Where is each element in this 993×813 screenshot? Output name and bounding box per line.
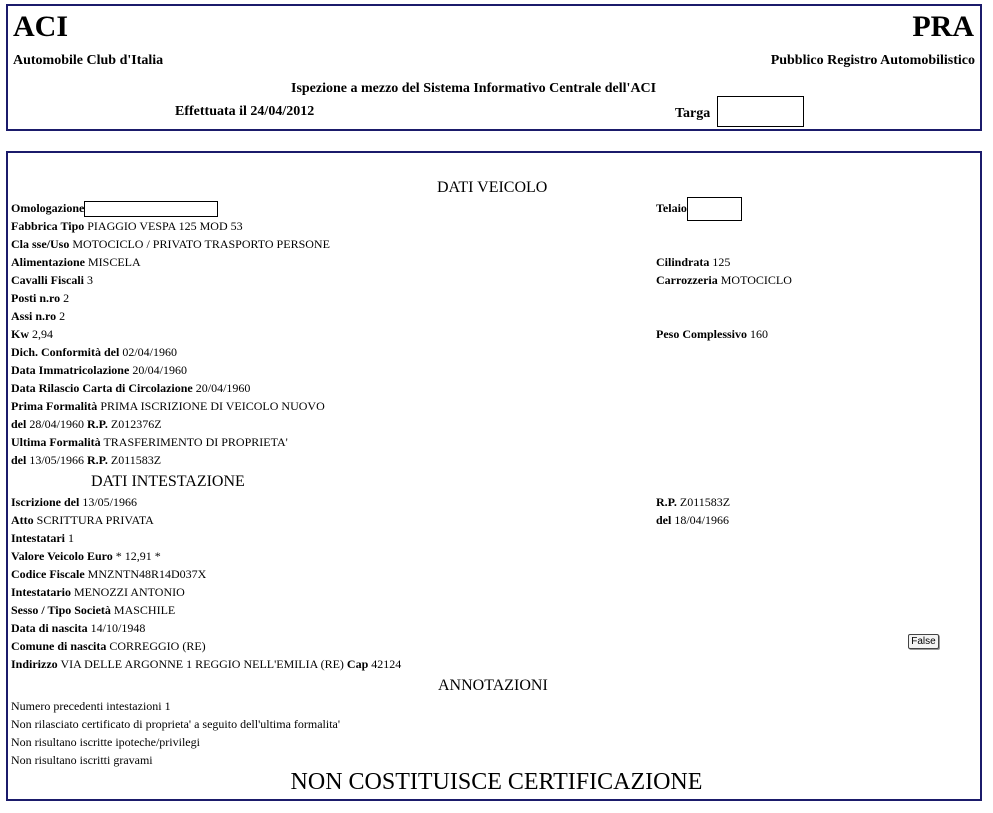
codice-fiscale-label: Codice Fiscale	[11, 567, 85, 581]
prima-formalita-label: Prima Formalità	[11, 399, 98, 413]
cavalli-row	[11, 273, 93, 288]
cilindrata-label: Cilindrata	[656, 255, 710, 269]
owner-section-title: DATI INTESTAZIONE	[91, 473, 245, 490]
assi-label: Assi n.ro	[11, 309, 57, 323]
omologazione-row	[11, 201, 218, 217]
conformita-label: Dich. Conformità del	[11, 345, 120, 359]
codice-fiscale-value: MNZNTN48R14D037X	[87, 567, 207, 581]
carrozzeria-label: Carrozzeria	[656, 273, 718, 287]
intestatario-label: Intestatario	[11, 585, 71, 599]
carrozzeria-row	[656, 273, 792, 288]
false-button[interactable]: False	[908, 634, 939, 649]
conformita-value: 02/04/1960	[122, 345, 177, 359]
cavalli-label: Cavalli Fiscali	[11, 273, 84, 287]
fabbrica-value: PIAGGIO VESPA 125 MOD 53	[87, 219, 243, 233]
ultima-formalita-value: TRASFERIMENTO DI PROPRIETA'	[103, 435, 288, 449]
targa-field[interactable]	[717, 96, 804, 127]
inspection-date: Effettuata il 24/04/2012	[175, 104, 315, 119]
sesso-row	[11, 603, 175, 618]
ultima-rp-value: Z011583Z	[110, 453, 162, 467]
alimentazione-value: MISCELA	[88, 255, 141, 269]
owner-rp-value: Z011583Z	[679, 495, 731, 509]
comune-nascita-value: CORREGGIO (RE)	[109, 639, 206, 653]
prima-formalita-row	[11, 399, 325, 414]
ultima-formalita-label: Ultima Formalità	[11, 435, 101, 449]
assi-row	[11, 309, 65, 324]
cilindrata-row	[656, 255, 730, 270]
iscrizione-label: Iscrizione del	[11, 495, 80, 509]
posti-label: Posti n.ro	[11, 291, 61, 305]
vehicle-section-title: DATI VEICOLO	[437, 179, 548, 196]
kw-row	[11, 327, 53, 342]
prima-del-value: 28/04/1960	[29, 417, 85, 431]
footer-disclaimer: NON COSTITUISCE CERTIFICAZIONE	[290, 769, 703, 795]
cilindrata-value: 125	[712, 255, 731, 269]
iscrizione-value: 13/05/1966	[82, 495, 137, 509]
classe-label: Cla sse/Uso	[11, 237, 70, 251]
carrozzeria-value: MOTOCICLO	[720, 273, 792, 287]
comune-nascita-label: Comune di nascita	[11, 639, 107, 653]
annotations-section-title: ANNOTAZIONI	[438, 677, 548, 694]
posti-value: 2	[63, 291, 70, 305]
kw-value: 2,94	[32, 327, 53, 341]
omologazione-label: Omologazione	[11, 201, 85, 215]
aci-title: ACI	[13, 10, 69, 43]
intestatari-value: 1	[68, 531, 74, 545]
prima-rp-value: Z012376Z	[110, 417, 162, 431]
ultima-formalita-row	[11, 435, 288, 450]
telaio-field[interactable]	[687, 197, 742, 221]
rilascio-row	[11, 381, 250, 396]
fabbrica-label: Fabbrica Tipo	[11, 219, 85, 233]
iscrizione-row	[11, 495, 137, 510]
data-nascita-label: Data di nascita	[11, 621, 88, 635]
prima-del-row	[11, 417, 162, 432]
annotation-line: Non rilasciato certificato di proprieta' a seguito dell'ultima formalita'	[11, 717, 341, 731]
intestatario-value: MENOZZI ANTONIO	[74, 585, 185, 599]
cavalli-value: 3	[87, 273, 93, 287]
valore-label: Valore Veicolo Euro	[11, 549, 113, 563]
indirizzo-label: Indirizzo	[11, 657, 58, 671]
annotation-line: Non risultano iscritte ipoteche/privilegi	[11, 735, 200, 749]
atto-row	[11, 513, 154, 528]
telaio-label: Telaio	[656, 200, 687, 215]
owner-rp-row	[656, 495, 730, 510]
telaio-row	[656, 197, 742, 221]
ultima-rp-label: R.P.	[87, 453, 108, 467]
aci-subtitle: Automobile Club d'Italia	[13, 53, 164, 68]
peso-row	[656, 327, 768, 342]
atto-label: Atto	[11, 513, 34, 527]
sesso-label: Sesso / Tipo Società	[11, 603, 111, 617]
owner-del-row	[656, 513, 729, 528]
cap-value: 42124	[371, 657, 402, 671]
intestatari-row	[11, 531, 74, 546]
peso-label: Peso Complessivo	[656, 327, 747, 341]
alimentazione-row	[11, 255, 141, 270]
comune-nascita-row	[11, 639, 206, 654]
atto-value: SCRITTURA PRIVATA	[36, 513, 154, 527]
classe-value: MOTOCICLO / PRIVATO TRASPORTO PERSONE	[72, 237, 330, 251]
data-nascita-value: 14/10/1948	[90, 621, 146, 635]
owner-del-label: del	[656, 513, 672, 527]
rilascio-label: Data Rilascio Carta di Circolazione	[11, 381, 193, 395]
posti-row	[11, 291, 69, 306]
classe-row	[11, 237, 330, 252]
annotation-line: Non risultano iscritti gravami	[11, 753, 153, 767]
prima-rp-label: R.P.	[87, 417, 108, 431]
prima-del-label: del	[11, 417, 27, 431]
inspection-text: Ispezione a mezzo del Sistema Informativo Centrale dell'ACI	[291, 81, 657, 96]
indirizzo-row	[11, 657, 401, 672]
conformita-row	[11, 345, 177, 360]
rilascio-value: 20/04/1960	[195, 381, 251, 395]
valore-value: * 12,91 *	[115, 549, 161, 563]
prima-formalita-value: PRIMA ISCRIZIONE DI VEICOLO NUOVO	[100, 399, 325, 413]
intestatari-label: Intestatari	[11, 531, 65, 545]
sesso-value: MASCHILE	[113, 603, 176, 617]
fabbrica-row	[11, 219, 243, 234]
peso-value: 160	[750, 327, 768, 341]
ultima-del-label: del	[11, 453, 27, 467]
owner-del-value: 18/04/1966	[674, 513, 730, 527]
alimentazione-label: Alimentazione	[11, 255, 85, 269]
omologazione-field[interactable]	[84, 201, 218, 217]
ultima-del-row	[11, 453, 161, 468]
owner-rp-label: R.P.	[656, 495, 677, 509]
kw-label: Kw	[11, 327, 29, 341]
data-nascita-row	[11, 621, 145, 636]
immatricolazione-value: 20/04/1960	[132, 363, 187, 377]
intestatario-row	[11, 585, 185, 600]
targa-label: Targa	[675, 106, 711, 121]
annotation-line: Numero precedenti intestazioni 1	[11, 699, 171, 713]
indirizzo-value: VIA DELLE ARGONNE 1 REGGIO NELL'EMILIA (RE)	[60, 657, 344, 671]
immatricolazione-row	[11, 363, 187, 378]
assi-value: 2	[59, 309, 66, 323]
pra-subtitle: Pubblico Registro Automobilistico	[770, 53, 975, 68]
ultima-del-value: 13/05/1966	[29, 453, 85, 467]
cap-label: Cap	[346, 657, 369, 671]
immatricolazione-label: Data Immatricolazione	[11, 363, 130, 377]
codice-fiscale-row	[11, 567, 206, 582]
valore-row	[11, 549, 161, 564]
pra-title: PRA	[912, 10, 974, 43]
